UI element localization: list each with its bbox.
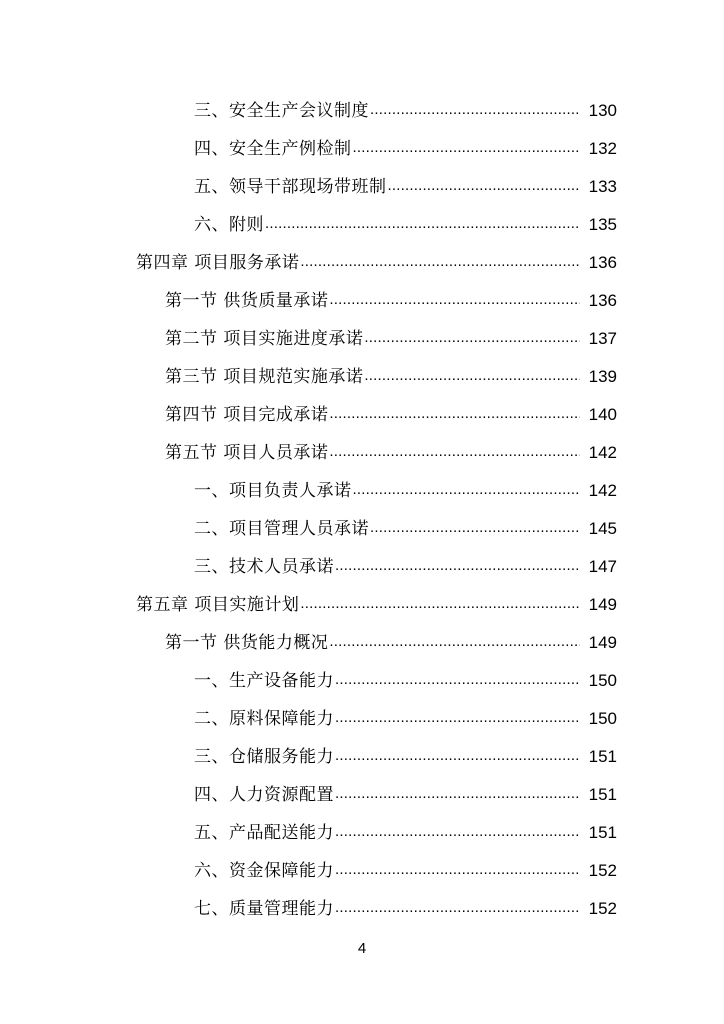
toc-entry-page: 136 (588, 291, 617, 310)
toc-entry[interactable] (0, 700, 724, 738)
toc-entry[interactable] (0, 662, 724, 700)
toc-dot-leader (335, 661, 580, 699)
toc-entry-label: 一、项目负责人承诺 (194, 481, 352, 501)
toc-entry-page: 151 (588, 823, 617, 842)
toc-entry[interactable] (0, 472, 724, 510)
toc-entry-page: 132 (588, 139, 617, 158)
toc-dot-leader (364, 319, 580, 357)
toc-dot-leader (335, 775, 580, 813)
toc-entry-page: 147 (588, 557, 617, 576)
toc-entry[interactable] (0, 852, 724, 890)
toc-entry[interactable] (0, 320, 724, 358)
toc-dot-leader (353, 471, 581, 509)
toc-entry-page: 151 (588, 747, 617, 766)
toc-entry-label: 第一节 供货能力概况 (165, 633, 329, 653)
toc-dot-leader (329, 623, 580, 661)
toc-entry-page: 149 (588, 595, 617, 614)
toc-entry-label: 一、生产设备能力 (194, 671, 334, 691)
toc-entry-page: 150 (588, 709, 617, 728)
toc-entry-label: 第四章 项目服务承诺 (136, 253, 300, 273)
toc-entry[interactable] (0, 168, 724, 206)
toc-entry-label: 七、质量管理能力 (194, 899, 334, 919)
toc-entry-label: 三、技术人员承诺 (194, 557, 334, 577)
toc-entry-label: 六、附则 (194, 215, 264, 235)
toc-entry-label: 六、资金保障能力 (194, 861, 334, 881)
toc-entry-label: 第五章 项目实施计划 (136, 595, 300, 615)
toc-entry[interactable] (0, 434, 724, 472)
toc-entry-label: 第五节 项目人员承诺 (165, 443, 329, 463)
toc-entry-page: 151 (588, 785, 617, 804)
toc-dot-leader (364, 357, 580, 395)
toc-dot-leader (335, 851, 580, 889)
toc-dot-leader (329, 281, 580, 319)
toc-entry-page: 130 (588, 101, 617, 120)
toc-entry[interactable] (0, 358, 724, 396)
toc-dot-leader (353, 129, 581, 167)
toc-entry-page: 142 (588, 443, 617, 462)
toc-dot-leader (335, 699, 580, 737)
toc-entry-page: 150 (588, 671, 617, 690)
toc-entry-page: 152 (588, 899, 617, 918)
toc-entry[interactable] (0, 510, 724, 548)
toc-entry-label: 二、原料保障能力 (194, 709, 334, 729)
toc-entry-label: 第四节 项目完成承诺 (165, 405, 329, 425)
toc-dot-leader (370, 91, 580, 129)
toc-entry-label: 五、产品配送能力 (194, 823, 334, 843)
toc-entry-label: 第二节 项目实施进度承诺 (165, 329, 364, 349)
toc-entry[interactable] (0, 814, 724, 852)
toc-entry-label: 四、安全生产例检制 (194, 139, 352, 159)
toc-entry-page: 142 (588, 481, 617, 500)
toc-dot-leader (329, 433, 580, 471)
toc-dot-leader (300, 243, 580, 281)
toc-entry-page: 136 (588, 253, 617, 272)
toc-entry-page: 137 (588, 329, 617, 348)
toc-dot-leader (335, 813, 580, 851)
toc-entry[interactable] (0, 130, 724, 168)
toc-entry[interactable] (0, 624, 724, 662)
toc-entry-label: 五、领导干部现场带班制 (194, 177, 387, 197)
toc-entry[interactable] (0, 548, 724, 586)
toc-entry-page: 139 (588, 367, 617, 386)
toc-entry-label: 三、安全生产会议制度 (194, 101, 369, 121)
toc-entry[interactable] (0, 396, 724, 434)
toc-entry-label: 第三节 项目规范实施承诺 (165, 367, 364, 387)
toc-entry-page: 145 (588, 519, 617, 538)
toc-entry[interactable] (0, 282, 724, 320)
table-of-contents (0, 92, 724, 928)
toc-dot-leader (300, 585, 580, 623)
toc-dot-leader (370, 509, 580, 547)
toc-entry[interactable] (0, 776, 724, 814)
toc-dot-leader (335, 889, 580, 927)
page-number: 4 (357, 940, 367, 957)
toc-entry-label: 二、项目管理人员承诺 (194, 519, 369, 539)
toc-dot-leader (335, 737, 580, 775)
toc-entry[interactable] (0, 586, 724, 624)
toc-dot-leader (329, 395, 580, 433)
toc-entry[interactable] (0, 206, 724, 244)
toc-entry-page: 133 (588, 177, 617, 196)
toc-entry-page: 140 (588, 405, 617, 424)
toc-entry[interactable] (0, 738, 724, 776)
toc-entry[interactable] (0, 890, 724, 928)
toc-dot-leader (388, 167, 581, 205)
toc-dot-leader (265, 205, 580, 243)
toc-dot-leader (335, 547, 580, 585)
toc-entry-label: 四、人力资源配置 (194, 785, 334, 805)
toc-entry-page: 149 (588, 633, 617, 652)
toc-entry-page: 152 (588, 861, 617, 880)
toc-entry[interactable] (0, 92, 724, 130)
toc-entry-label: 三、仓储服务能力 (194, 747, 334, 767)
toc-entry-label: 第一节 供货质量承诺 (165, 291, 329, 311)
toc-entry[interactable] (0, 244, 724, 282)
toc-entry-page: 135 (588, 215, 617, 234)
